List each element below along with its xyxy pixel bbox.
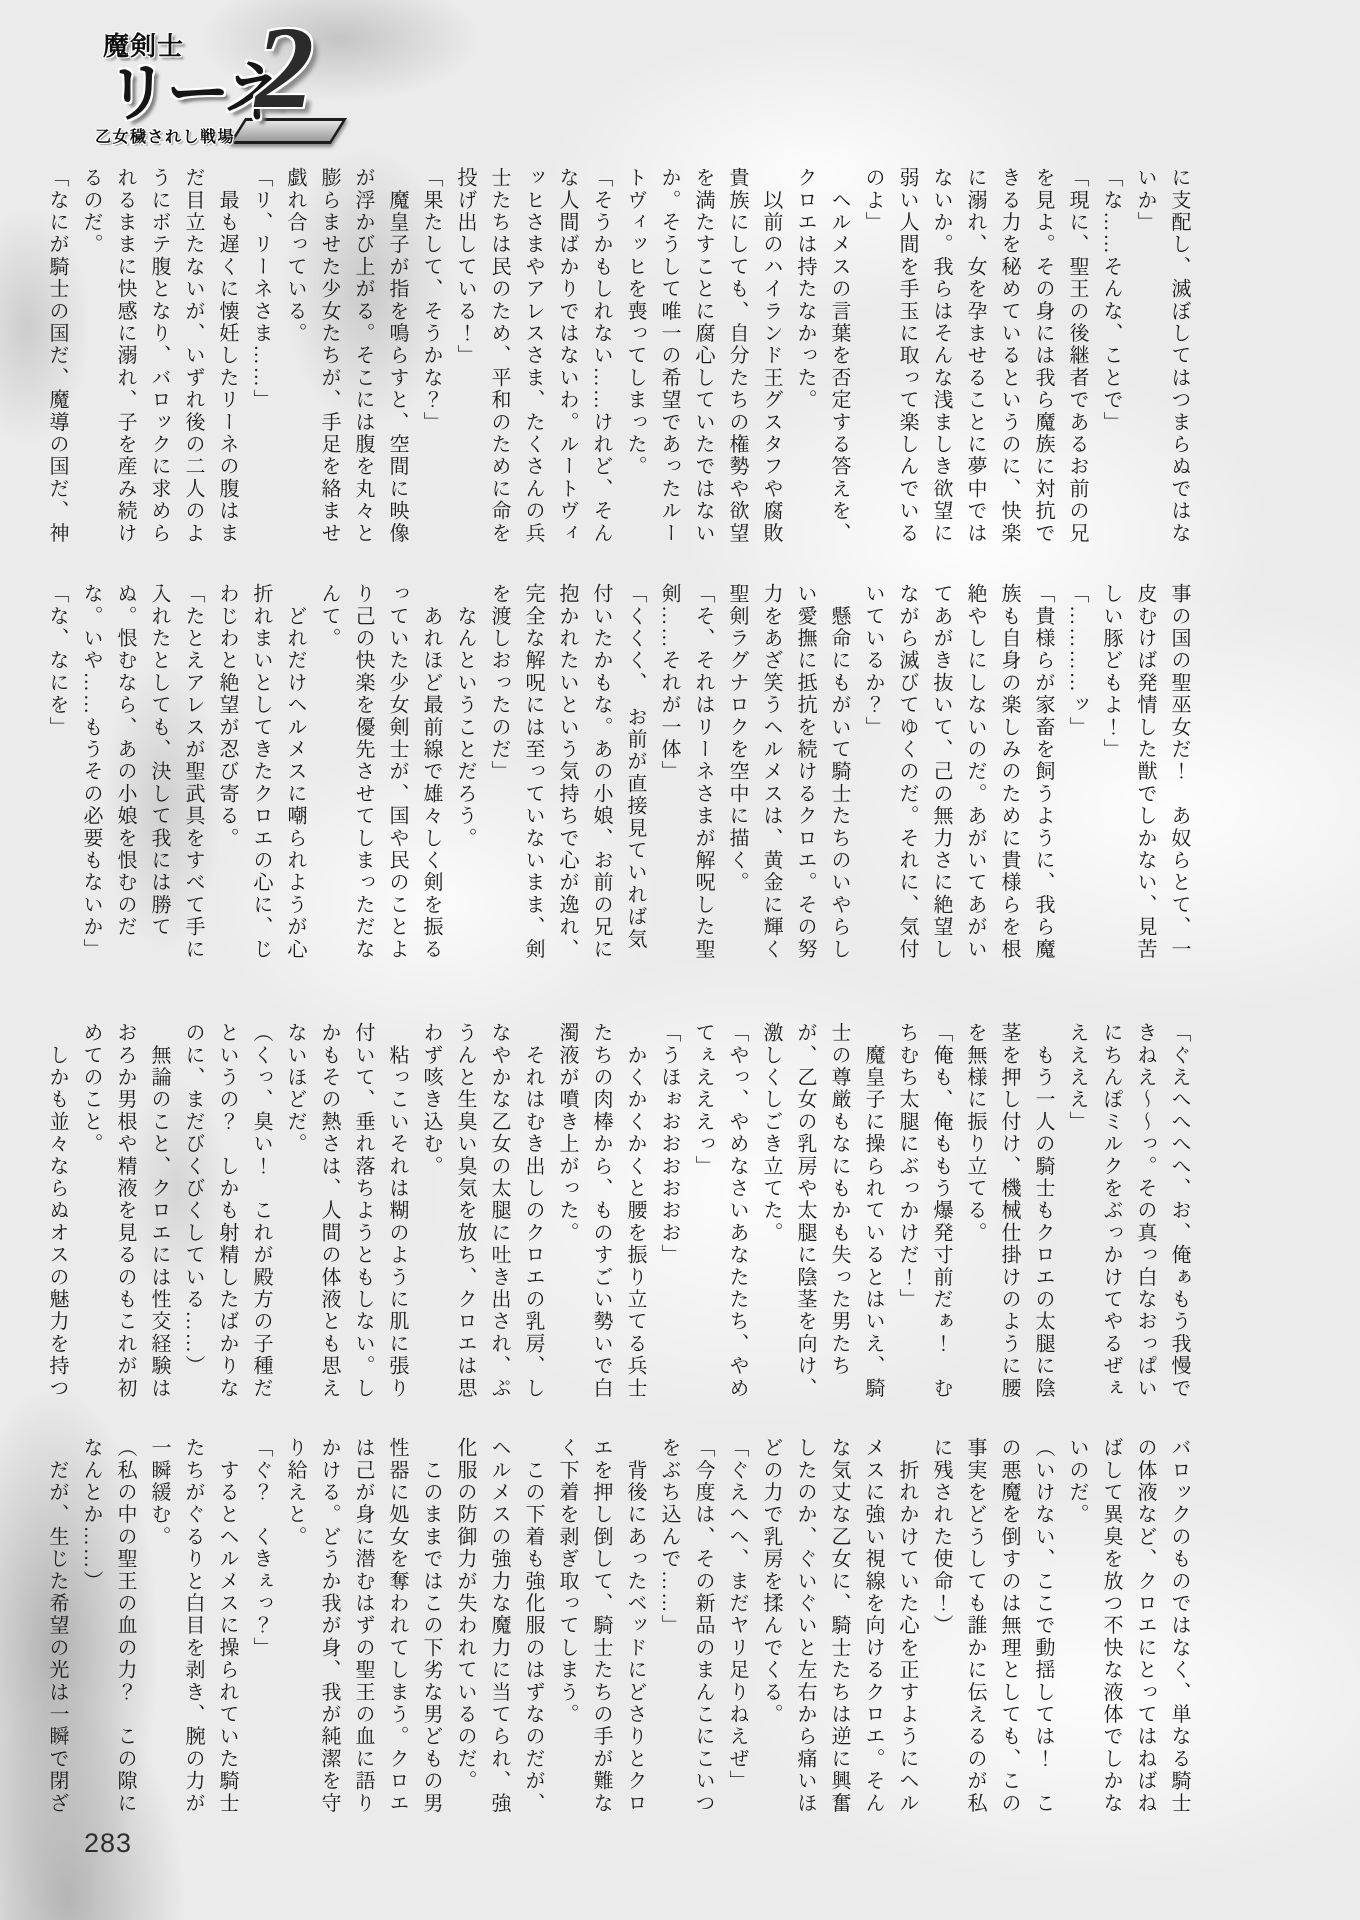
paragraph: 最も遅くに懐妊したリーネの腹はまだ目立たないが、いずれ後の二人のようにボテ腹となり、バロックに求められるままに快感に溺れ、子を産み続けるのだ。 [80,167,238,545]
paragraph: 「俺も、俺ももう爆発寸前だぁ！ むちむち太腿にぶっかけだ！」 [896,1022,952,1400]
paragraph: もう一人の騎士もクロエの太腿に陰茎を押し付け、機械仕掛けのように腰を無様に振り立てる。 [964,1022,1054,1400]
paragraph: なんということだろう。 [454,583,476,850]
paragraph: 「現に、聖王の後継者であるお前の兄を見よ。その身には我ら魔族に対抗できる力を秘めているというのに、快楽に溺れ、女を孕ませることに夢中ではないか。我らはそんな浅ましき欲望に弱い人間を手玉に取って楽しんでいるのよ」 [862,167,1088,545]
paragraph: 粘っこいそれは糊のように肌に張り付いて、垂れ落ちようともしない。しかもその熱さは、人間の体液とも思えないほどだ。 [284,1022,408,1400]
series-logo [95,2,355,150]
paragraph: 以前のハイランド王グスタフや腐敗貴族にしても、自分たちの権勢や欲望を満たすことに腐心していたではないか。そうして唯一の希望であったルートヴィッヒを喪ってしまった。 [624,167,782,545]
paragraph: 「たとえアレスが聖武具をすべて手に入れたとしても、決して我には勝てぬ。恨むなら、あの小娘を恨むのだな。いや……もうその必要もないか」 [80,583,204,961]
paragraph: バロックのものではなく、単なる騎士の体液など、クロエにとってはねばねばして異臭を放つ不快な液体でしかないのだ。 [1066,1437,1190,1815]
paragraph: 「うほぉおおおおおお」 [658,1022,680,1267]
paragraph: 「今度は、その新品のまんこにこいつをぶち込んで……」 [658,1437,714,1815]
paragraph: しかも並々ならぬオスの魅力を持つ [46,1022,68,1400]
paragraph: 「そうかもしれない……けれど、そんな人間ばかりではないわ。ルートヴィッヒさまやアレスさま、たくさんの兵士たちは民のため、平和のために命を投げ出している！」 [454,167,612,545]
paragraph: するとヘルメスに操られていた騎士たちがぐるりと白目を剥き、腕の力が一瞬緩む。 [148,1437,238,1815]
logo-number: 2 [255,2,314,133]
page-number: 283 [84,1828,133,1858]
paragraph: 「リ、リーネさま……」 [250,167,272,412]
logo-title: リーネ [105,58,285,129]
paragraph: どれだけヘルメスに嘲られようが心折れまいとしてきたクロエの心に、じわじわと絶望が忍び寄る。 [216,583,306,961]
text-band-2 [40,583,1196,962]
text-band-4 [40,1437,1196,1816]
paragraph: あれほど最前線で雄々しく剣を振るっていた少女剣士が、国や民のことより己の快楽を優先させてしまっただなんて。 [318,583,442,961]
paragraph: 背後にあったベッドにどさりとクロエを押し倒して、騎士たちの手が難なく下着を剥ぎ取ってしまう。 [556,1437,646,1815]
paragraph: に支配し、滅ぼしてはつまらぬではないか」 [1134,167,1190,545]
paragraph: 「貴様らが家畜を飼うように、我ら魔族も自身の楽しみのために貴様らを根絶やしにしないのだ。あがいてあがいてあがき抜いて、己の無力さに絶望しながら滅びてゆくのだ。それに、気付いているか？」 [862,583,1054,961]
logo-subtitle: 乙女穢されし戦場 [95,129,236,146]
paragraph: 「ぐえへへへへ、お、俺ぁもう我慢できねえ～～っ。その真っ白なおっぱいにちんぽミルクをぶっかけてやるぜぇええええ」 [1066,1022,1190,1400]
paragraph: 懸命にもがいて騎士たちのいやらしい愛撫に抵抗を続けるクロエ。その努力をあざ笑うヘルメスは、黄金に輝く聖剣ラグナロクを空中に描く。 [726,583,850,961]
paragraph: かくかくかくと腰を振り立てる兵士たちの肉棒から、ものすごい勢いで白濁液が噴き上がった。 [556,1022,646,1400]
paragraph: 「…………ッ」 [1066,583,1088,739]
paragraph: このままではこの下劣な男どもの男性器に処女を奪われてしまう。クロエは己が身に潜むはずの聖王の血に語りかける。どうか我が身、我が純潔を守り給えと。 [284,1437,442,1815]
text-band-3 [40,1022,1196,1401]
paragraph: 折れかけていた心を正すようにヘルメスに強い視線を向けるクロエ。そんな気丈な乙女に、騎士たちは逆に興奮したのか、ぐいぐいと左右から痛いほどの力で乳房を揉んでくる。 [760,1437,918,1815]
paragraph: 「そ、それはリーネさまが解呪した聖剣……それが一体」 [658,583,714,961]
text-band-1 [40,167,1196,546]
paragraph: 「な、なにを」 [46,583,68,739]
paragraph: 無論のこと、クロエには性交経験はおろか男根や精液を見るのもこれが初めてのこと。 [80,1022,170,1400]
paragraph: この下着も強化服のはずなのだが、ヘルメスの強力な魔力に当てられ、強化服の防御力が失われているのだ。 [454,1437,544,1815]
paragraph: （いけない、ここで動揺しては！ この悪魔を倒すのは無理としても、この事実をどうしても誰かに伝えるのが私に残された使命！） [930,1437,1054,1815]
paragraph: 「くくく、 お前が直接見ていれば気付いたかもな。あの小娘、お前の兄に抱かれたいという気持ちで心が逸れ、完全な解呪には至っていないまま、剣を渡しおったのだ」 [488,583,646,961]
paragraph: 「果たして、そうかな？」 [420,167,442,434]
paragraph: 魔皇子に操られているとはいえ、騎士の尊厳もなにもかも失った男たちが、乙女の乳房や太腿に陰茎を向け、激しくしごき立てた。 [760,1022,884,1400]
paragraph: 「ぐ？ くきぇっ？」 [250,1437,272,1659]
paragraph: それはむき出しのクロエの乳房、しなやかな乙女の太腿に吐き出され、ぷうんと生臭い臭気を放ち、クロエは思わず咳き込む。 [420,1022,544,1400]
paragraph: 「なにが騎士の国だ、魔導の国だ、神 [46,167,68,545]
paragraph: だが、生じた希望の光は一瞬で閉ざ [46,1437,68,1815]
paragraph: ヘルメスの言葉を否定する答えを、クロエは持たなかった。 [794,167,850,545]
paragraph: 「やっ、やめなさいあなたたち、やめてぇえええっ」 [692,1022,748,1400]
paragraph: （私の中の聖王の血の力？ この隙になんとか……） [80,1437,136,1815]
paragraph: 「ぐえへへ、まだヤリ足りねえぜ」 [726,1437,748,1793]
logo-kicker: 魔剣士 [103,32,185,61]
paragraph: （くっ、臭い！ これが殿方の子種だというの？ しかも射精したばかりなのに、まだびくびくしている……） [182,1022,272,1400]
paragraph: 魔皇子が指を鳴らすと、空間に映像が浮かび上がる。そこには腹を丸々と膨らませた少女たちが、手足を絡ませ戯れ合っている。 [284,167,408,545]
paragraph: 「な……そんな、ことで」 [1100,167,1122,434]
paragraph: 事の国の聖巫女だ！ あ奴らとて、一皮むけば発情した獣でしかない、見苦しい豚どもよ！」 [1100,583,1190,961]
